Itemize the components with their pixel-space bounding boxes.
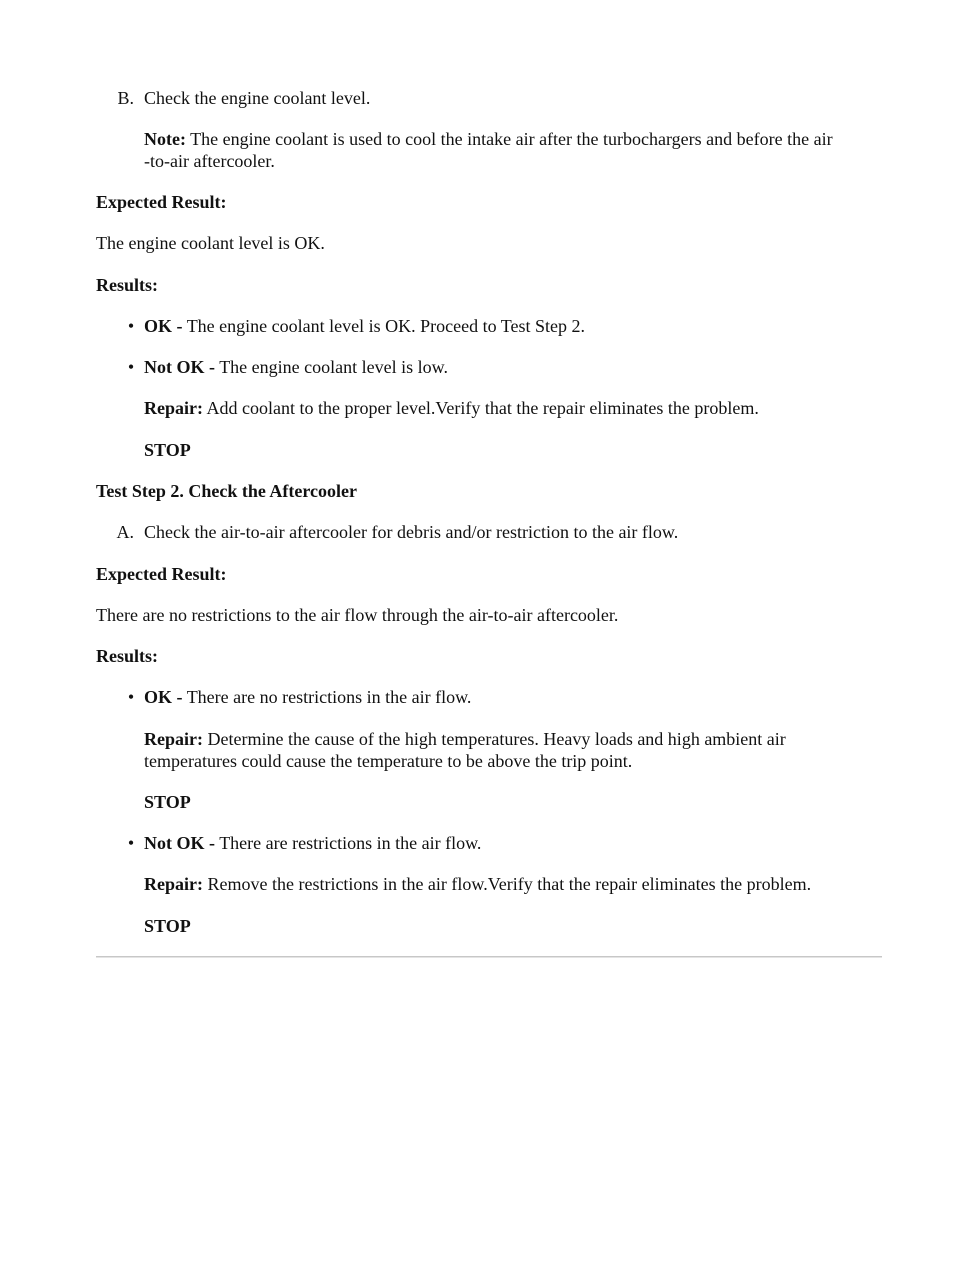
result-ok xyxy=(144,686,471,708)
results-heading: Results: xyxy=(96,646,158,666)
repair-instruction xyxy=(144,728,786,750)
result-not-ok xyxy=(144,356,448,378)
note-text-line-2: -to-air aftercooler. xyxy=(144,151,275,171)
repair-instruction xyxy=(144,873,811,895)
expected-result-text: There are no restrictions to the air flow through the air-to-air aftercooler. xyxy=(96,605,619,625)
expected-result-text: The engine coolant level is OK. xyxy=(96,233,325,253)
result-ok-label: OK - xyxy=(144,687,183,707)
stop-label: STOP xyxy=(144,792,191,812)
repair-text: Remove the restrictions in the air flow.Verify that the repair eliminates the problem. xyxy=(207,874,812,894)
horizontal-divider xyxy=(96,956,882,958)
note-label: Note: xyxy=(144,129,186,149)
repair-instruction xyxy=(144,397,759,419)
test-step-heading: Test Step 2. Check the Aftercooler xyxy=(96,481,357,501)
repair-label: Repair: xyxy=(144,874,203,894)
step-item-b-text: Check the engine coolant level. xyxy=(144,88,371,108)
step-item-a-text: Check the air-to-air aftercooler for debris and/or restriction to the air flow. xyxy=(144,522,679,542)
expected-result-heading: Expected Result: xyxy=(96,192,227,212)
bullet-icon: • xyxy=(127,357,135,377)
result-not-ok-label: Not OK - xyxy=(144,833,215,853)
result-not-ok xyxy=(144,832,481,854)
result-ok xyxy=(144,315,585,337)
bullet-icon: • xyxy=(127,316,135,336)
result-not-ok-label: Not OK - xyxy=(144,357,215,377)
list-marker-a: A. xyxy=(116,522,134,542)
list-marker-b: B. xyxy=(117,88,134,108)
repair-text: Add coolant to the proper level.Verify that the repair eliminates the problem. xyxy=(206,398,759,418)
result-ok-text: The engine coolant level is OK. Proceed to Test Step 2. xyxy=(186,316,585,336)
stop-label: STOP xyxy=(144,916,191,936)
note-line-1 xyxy=(144,128,833,150)
repair-label: Repair: xyxy=(144,729,203,749)
repair-label: Repair: xyxy=(144,398,203,418)
stop-label: STOP xyxy=(144,440,191,460)
result-ok-label: OK - xyxy=(144,316,183,336)
results-heading: Results: xyxy=(96,275,158,295)
result-not-ok-text: The engine coolant level is low. xyxy=(219,357,448,377)
result-not-ok-text: There are restrictions in the air flow. xyxy=(219,833,482,853)
repair-text-line-2: temperatures could cause the temperature to be above the trip point. xyxy=(144,751,633,771)
bullet-icon: • xyxy=(127,687,135,707)
note-text-line-1: The engine coolant is used to cool the intake air after the turbochargers and before the air xyxy=(190,129,833,149)
bullet-icon: • xyxy=(127,833,135,853)
expected-result-heading: Expected Result: xyxy=(96,564,227,584)
result-ok-text: There are no restrictions in the air flow. xyxy=(186,687,472,707)
repair-text-line-1: Determine the cause of the high temperatures. Heavy loads and high ambient air xyxy=(207,729,786,749)
